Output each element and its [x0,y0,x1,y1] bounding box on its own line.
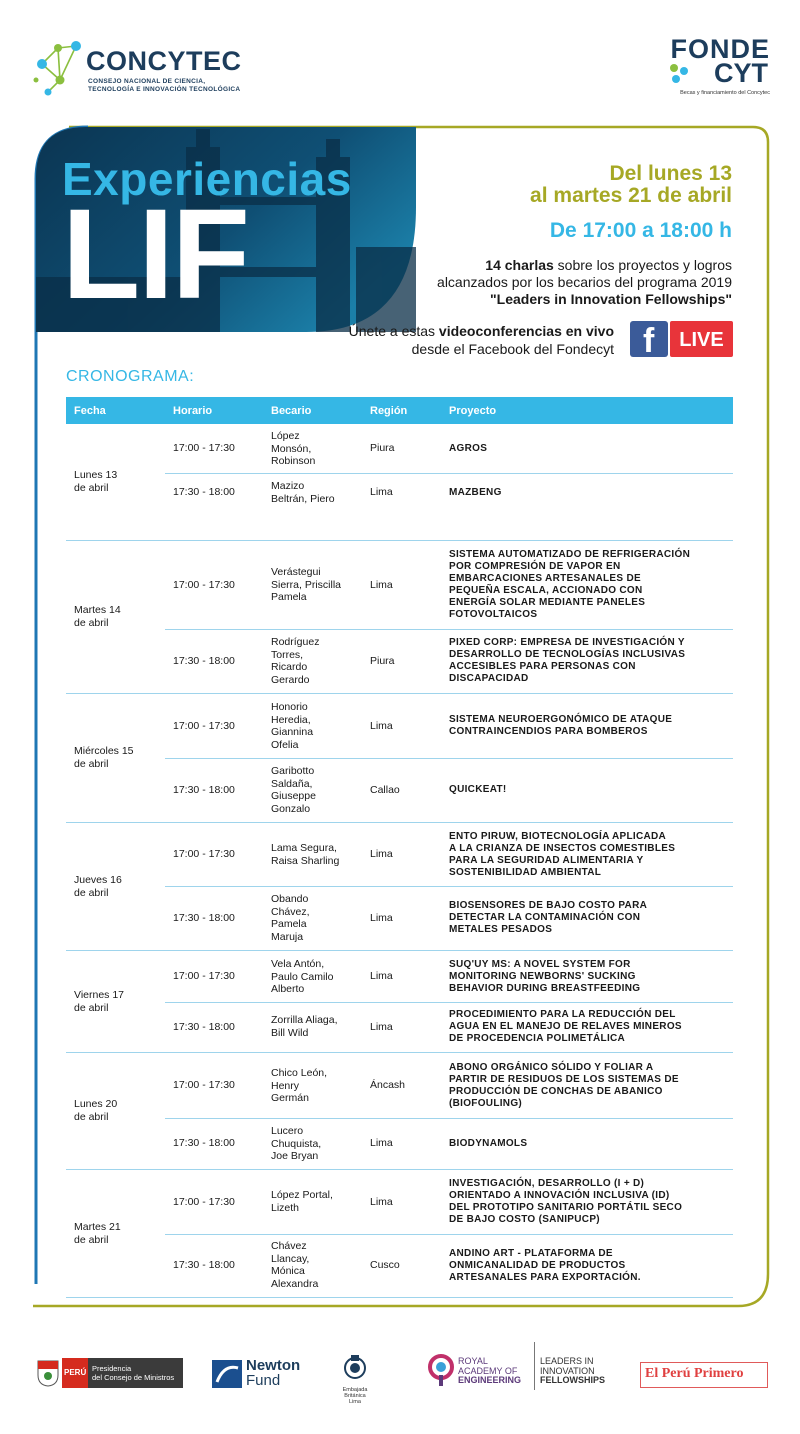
project-cell: AGROS [449,443,488,454]
join-bold: videoconferencias en vivo [438,323,614,339]
region-cell: Lima [370,720,393,732]
col-proyecto: Proyecto [449,405,497,417]
table-row [165,823,733,887]
table-row [165,886,733,950]
fondecyt-line2: CYT [714,58,768,88]
date-line1: Del lunes 13 [609,162,732,185]
fellow-cell: Verástegui Sierra, Priscilla Pamela [271,566,342,604]
facebook-letter: f [643,322,655,360]
talks-description [437,257,732,308]
lif-line2: INNOVATION [540,1365,595,1376]
region-cell: Lima [370,912,393,924]
table-row [165,1118,733,1169]
concytec-logo [32,36,262,98]
time-cell: 17:30 - 18:00 [173,784,235,796]
fellow-cell: Honorio Heredia, Giannina Ofelia [271,701,314,751]
project-cell: ABONO ORGÁNICO SÓLIDO Y FOLIAR A PARTIR DE RESIDUOS DE LOS SISTEMAS DE PRODUCCIÓN DE CONCHAS DE ABANICO (BIOFOULING) [449,1062,679,1109]
newton-fund-logo [246,1358,300,1388]
region-cell: Piura [370,442,395,454]
royal-crest-icon [340,1352,370,1382]
el-peru-primero-logo [640,1362,768,1388]
table-row [165,1053,733,1119]
table-row [165,1002,733,1052]
region-cell: Lima [370,1196,393,1208]
project-cell: ENTO PIRUW, BIOTECNOLOGÍA APLICADA A LA CRIANZA DE INSECTOS COMESTIBLES PARA LA SEGURIDAD ALIMENTARIA Y SOSTENIBILIDAD AMBIENTAL [449,831,676,878]
day-group [66,541,733,694]
region-cell: Piura [370,655,395,667]
time-cell: 17:30 - 18:00 [173,1137,235,1149]
banner-title-line2: LIF [62,183,248,326]
date-cell: Martes 21 de abril [74,1221,121,1246]
col-fecha: Fecha [74,405,106,417]
peru-coat-of-arms-icon [36,1359,60,1387]
project-cell: BIODYNAMOLS [449,1138,528,1149]
fellow-cell: Garibotto Saldaña, Giuseppe Gonzalo [271,765,316,815]
talks-line2: alcanzados por los becarios del programa 2019 [437,274,732,290]
concytec-sub-line2: TECNOLOGÍA E INNOVACIÓN TECNOLÓGICA [88,86,241,93]
col-becario: Becario [271,405,312,417]
live-label: LIVE [679,329,724,351]
banner-title-line1: Experiencias [62,153,352,205]
date-cell: Viernes 17 de abril [74,989,125,1014]
time-cell: 17:30 - 18:00 [173,1259,235,1271]
pcm-logo [62,1358,183,1388]
time-cell: 17:00 - 17:30 [173,848,235,860]
fellow-cell: Chico León, Henry Germán [271,1067,328,1105]
region-cell: Cusco [370,1259,400,1271]
table-body [66,424,733,1298]
region-cell: Lima [370,970,393,982]
table-row [165,473,733,512]
time-cell: 17:00 - 17:30 [173,1079,235,1091]
table-row [165,1170,733,1235]
time-cell: 17:30 - 18:00 [173,486,235,498]
royal-academy-logo [458,1357,521,1386]
royal-academy-icon [428,1353,454,1387]
project-cell: ANDINO ART - PLATAFORMA DE ONMICANALIDAD DE PRODUCTOS ARTESANALES PARA EXPORTACIÓN. [449,1248,641,1283]
pcm-line2: del Consejo de Ministros [92,1372,175,1382]
time-cell: 17:00 - 17:30 [173,442,235,454]
day-group [66,424,733,541]
date-line2: al martes 21 de abril [530,184,732,207]
newton-line2: Fund [246,1372,281,1389]
concytec-subtitle [88,78,240,94]
peru-label: PERÚ [64,1368,87,1377]
time-cell: 17:00 - 17:30 [173,1196,235,1208]
region-cell: Lima [370,848,393,860]
fellow-cell: López Portal, Lizeth [271,1189,333,1214]
lif-line1: LEADERS IN [540,1356,594,1366]
time-cell: 17:00 - 17:30 [173,720,235,732]
pcm-line1: Presidencia [92,1364,132,1373]
day-group [66,1053,733,1170]
fondecyt-logo [666,34,770,98]
concytec-sub-line1: CONSEJO NACIONAL DE CIENCIA, [88,78,206,85]
col-horario: Horario [173,405,213,417]
lif-line3: FELLOWSHIPS [540,1375,605,1385]
lif-logo [540,1357,605,1386]
event-dates [530,163,732,207]
table-row [165,629,733,693]
project-cell: SISTEMA AUTOMATIZADO DE REFRIGERACIÓN POR COMPRESIÓN DE VAPOR EN EMBARCACIONES ARTESANALES DE PEQUEÑA ESCALA, ACCIONADO CON ENERGÍA SOLAR MEDIANTE PANELES FOTOVOLTAICOS [449,549,691,620]
time-cell: 17:00 - 17:30 [173,970,235,982]
region-cell: Lima [370,486,393,498]
time-cell: 17:30 - 18:00 [173,1021,235,1033]
embajada-line2: Lima [349,1399,361,1405]
day-group [66,694,733,823]
time-cell: 17:00 - 17:30 [173,579,235,591]
newton-fund-icon [212,1360,242,1388]
fellow-cell: Chávez Llancay, Mónica Alexandra [271,1240,319,1290]
region-cell: Lima [370,1021,393,1033]
concytec-name: CONCYTEC [86,46,242,76]
date-cell: Jueves 16 de abril [74,874,122,899]
molecule-small-icon [668,62,690,84]
event-hours: De 17:00 a 18:00 h [549,219,732,242]
table-row [165,541,733,630]
table-row [165,951,733,1003]
british-embassy-logo [335,1352,375,1405]
time-cell: 17:30 - 18:00 [173,912,235,924]
join-pre: Únete a estas [348,323,439,339]
talks-line3: "Leaders in Innovation Fellowships" [490,291,732,307]
table-row [165,758,733,822]
day-group [66,1170,733,1298]
facebook-icon[interactable] [630,321,668,360]
col-region: Región [370,405,408,417]
live-badge[interactable] [670,321,733,357]
fellow-cell: Zorrilla Aliaga, Bill Wild [271,1014,338,1039]
primero-text: El Perú Primero [645,1366,744,1381]
region-cell: Callao [370,784,400,796]
project-cell: BIOSENSORES DE BAJO COSTO PARA DETECTAR LA CONTAMINACIÓN CON METALES PESADOS [449,900,648,935]
time-cell: 17:30 - 18:00 [173,655,235,667]
date-cell: Lunes 13 de abril [74,469,118,494]
fellow-cell: Rodríguez Torres, Ricardo Gerardo [271,636,320,686]
fellow-cell: Mazizo Beltrán, Piero [271,480,335,505]
date-cell: Lunes 20 de abril [74,1098,118,1123]
table-row [165,424,733,474]
talks-rest1: sobre los proyectos y logros [553,257,732,273]
project-cell: QUICKEAT! [449,784,507,795]
table-row [165,1234,733,1297]
talks-count: 14 charlas [485,257,554,273]
project-cell: INVESTIGACIÓN, DESARROLLO (I + D) ORIENTADO A INNOVACIÓN INCLUSIVA (ID) DEL PROTOTIPO SANITARIO PORTÁTIL SECO DE BAJO COSTO (SANIPUCP) [449,1178,683,1225]
day-group [66,823,733,951]
newton-line1: Newton [246,1357,301,1374]
rae-line1: ROYAL [458,1356,488,1366]
project-cell: SUQ'UY MS: A NOVEL SYSTEM FOR MONITORING NEWBORNS' SUCKING BEHAVIOR DURING BREASTFEEDING [449,959,641,994]
rae-line3: ENGINEERING [458,1375,522,1385]
region-cell: Lima [370,579,393,591]
date-cell: Martes 14 de abril [74,604,121,629]
fondecyt-tagline: Becas y financiamiento del Concytec [680,90,770,96]
project-cell: PIXED CORP: EMPRESA DE INVESTIGACIÓN Y DESARROLLO DE TECNOLOGÍAS INCLUSIVAS ACCESIBLES PARA PERSONAS CON DISCAPACIDAD [449,637,686,684]
join-line2: desde el Facebook del Fondecyt [411,341,614,357]
logo-separator [534,1342,535,1390]
project-cell: MAZBENG [449,487,502,498]
schedule-table [66,397,733,1298]
fellow-cell: López Monsón, Robinson [271,430,316,468]
day-group [66,951,733,1053]
table-row [165,694,733,759]
table-header [66,397,733,424]
region-cell: Áncash [370,1079,406,1091]
project-cell: PROCEDIMIENTO PARA LA REDUCCIÓN DEL AGUA EN EL MANEJO DE RELAVES MINEROS DE PROCEDENCIA POLIMETÁLICA [449,1009,682,1044]
date-cell: Miércoles 15 de abril [74,745,134,770]
rae-line2: ACADEMY OF [458,1365,518,1376]
embajada-line1: Embajada Británica [342,1387,368,1399]
project-cell: SISTEMA NEUROERGONÓMICO DE ATAQUE CONTRAINCENDIOS PARA BOMBEROS [449,714,673,737]
fellow-cell: Lucero Chuquista, Joe Bryan [271,1125,322,1163]
molecule-icon [32,36,86,98]
fellow-cell: Lama Segura, Raisa Sharling [271,842,340,867]
region-cell: Lima [370,1137,393,1149]
join-text [349,322,614,358]
schedule-title: CRONOGRAMA: [66,368,195,385]
fellow-cell: Obando Chávez, Pamela Maruja [271,893,310,943]
fondecyt-line1: FONDE [670,34,770,64]
fellow-cell: Vela Antón, Paulo Camilo Alberto [271,958,334,996]
